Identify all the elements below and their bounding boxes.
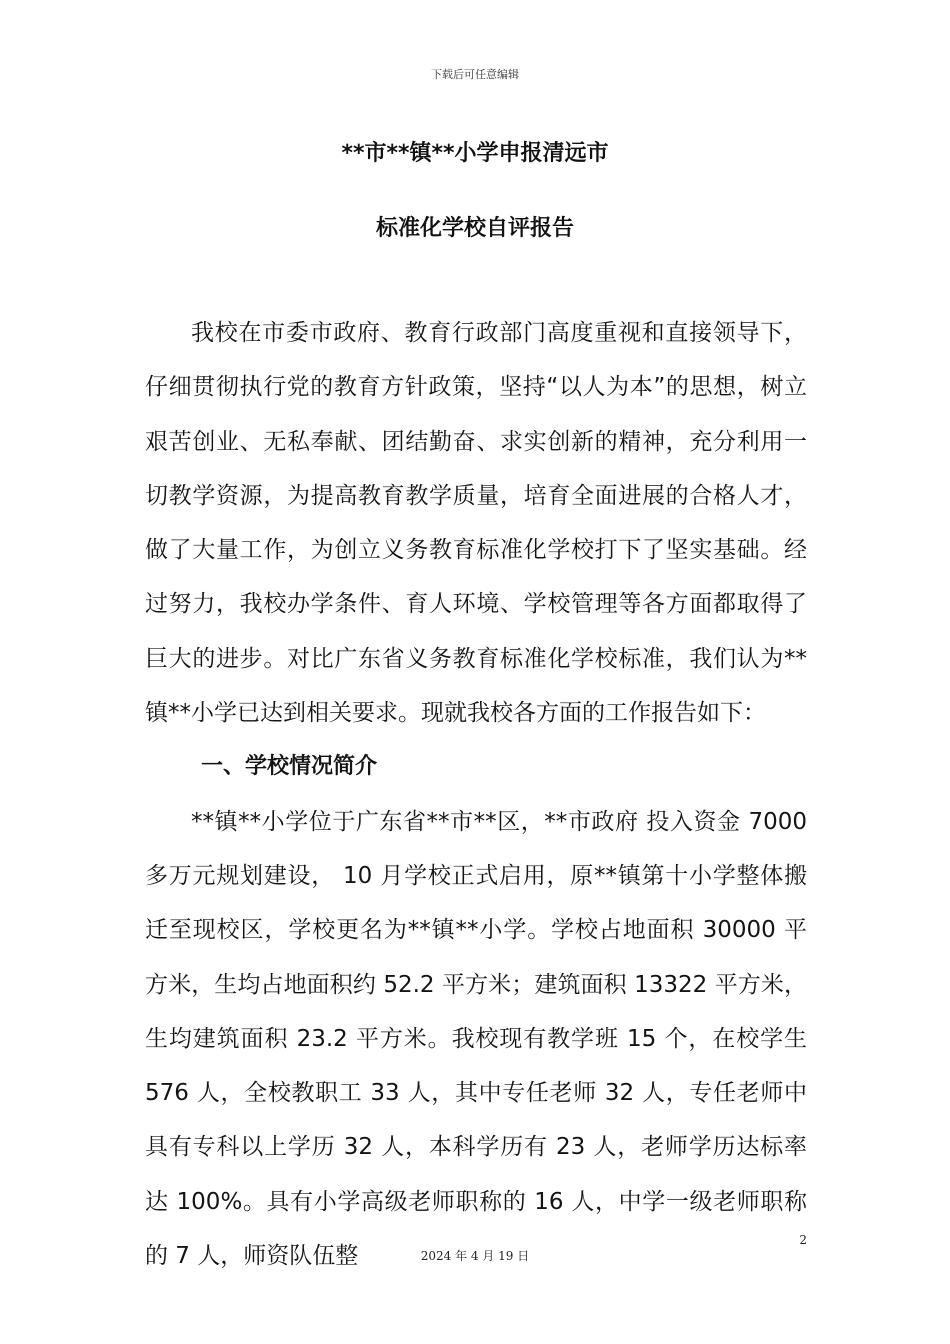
document-title-line-1: **市**镇**小学申报清远市 — [341, 141, 609, 166]
footer-date: 2024 年 4 月 19 日 — [420, 1249, 530, 1263]
document-title-line-2: 标准化学校自评报告 — [375, 216, 574, 241]
document-body — [145, 306, 807, 1283]
intro-paragraph: 我校在市委市政府、教育行政部门高度重视和直接领导下，仔细贯彻执行党的教育方针政策，坚持“以人为本”的思想，树立艰苦创业、无私奉献、团结勤奋、求实创新的精神，充分利用一切教学资源，为提高教育教学质量，培育全面进展的合格人才，做了大量工作，为创立义务教育标准化学校打下了坚实基础。经过努力，我校办学条件、育人环境、学校管理等各方面都取得了巨大的进步。对比广东省义务教育标准化学校标准，我们认为**镇**小学已达到相关要求。现就我校各方面的工作报告如下： — [145, 320, 807, 727]
school-overview-paragraph: **镇**小学位于广东省**市**区，**市政府 投入资金 7000 多万元规划建设， 10 月学校正式启用，原**镇第十小学整体搬迁至现校区，学校更名为**镇**小学。学校占地面积 30000 平方米，生均占地面积约 52.2 平方米；建筑面积 13322 平方米，生均建筑面积 23.2 平方米。我校现有教学班 15 个，在校学生 576 人，全校教职工 33 人，其中专任老师 32 人，专任老师中具有专科以上学历 32 人，本科学历有 23 人，老师学历达标率达 100%。具有小学高级老师职称的 16 人，中学一级老师职称的 7 人，师资队伍整 — [145, 808, 807, 1270]
header-note: 下载后可任意编辑 — [431, 68, 519, 81]
page-number: 2 — [799, 1233, 807, 1247]
section-heading: 一、学校情况简介 — [201, 754, 378, 780]
